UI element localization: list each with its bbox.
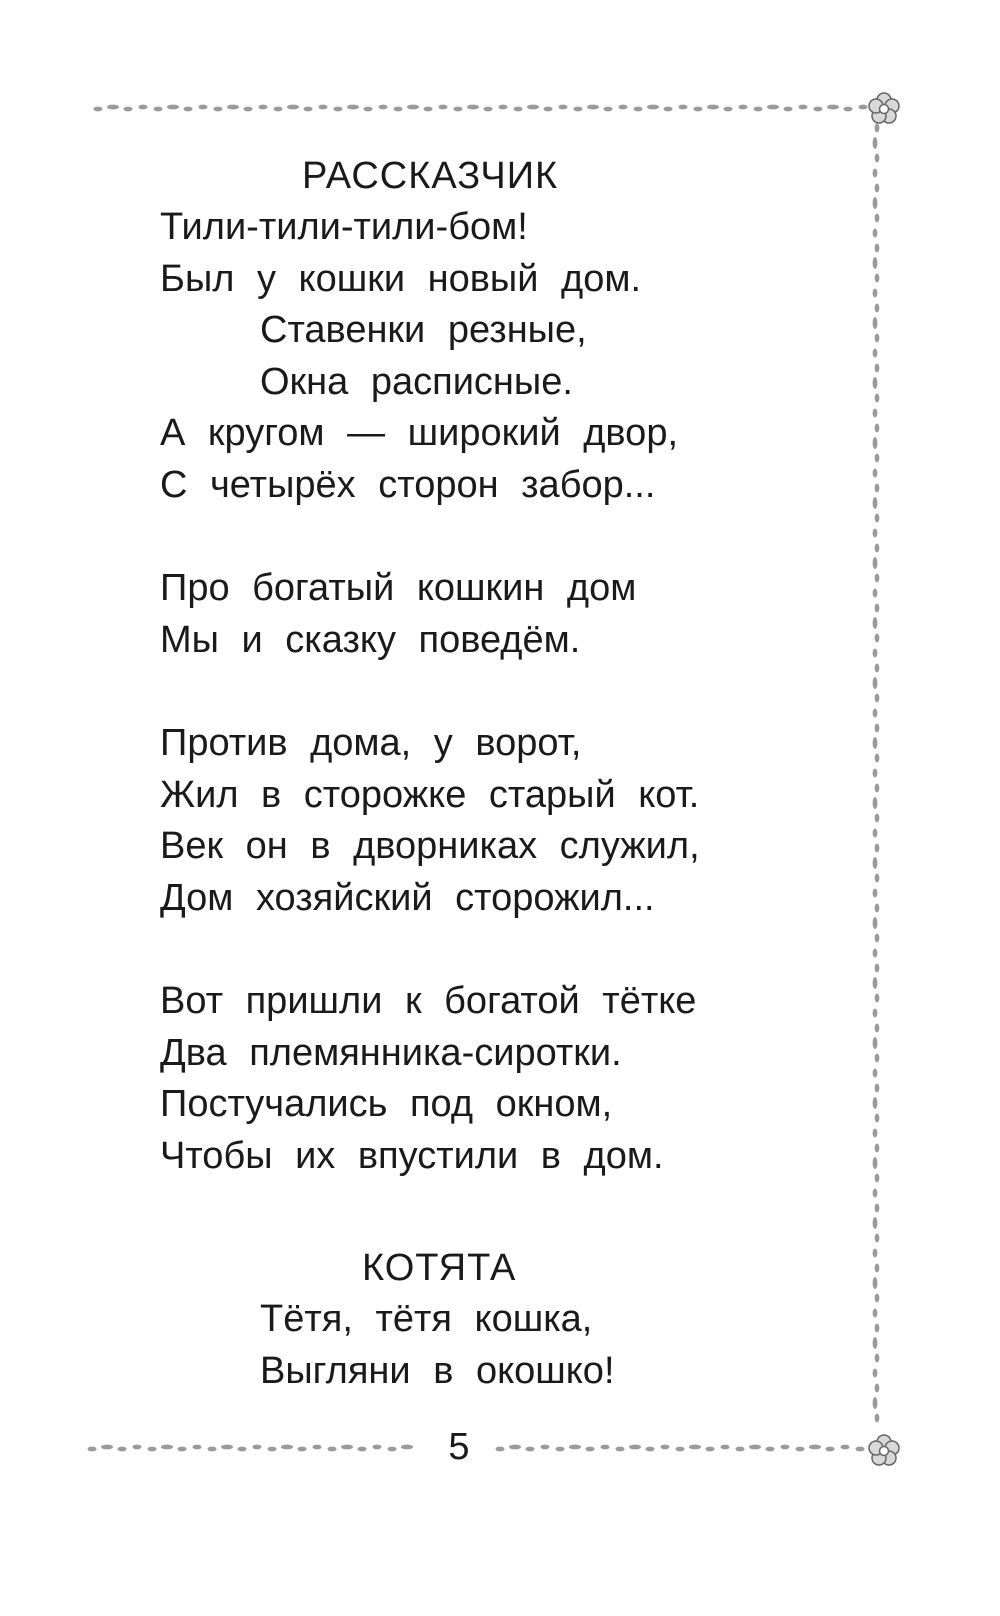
stanza — [160, 976, 860, 1182]
verse-line: Против дома, у ворот, — [160, 722, 582, 764]
verse-line: Век он в дворниках служил, — [160, 825, 700, 867]
poem-text — [160, 150, 860, 1449]
right-border — [873, 124, 880, 1423]
top-border — [94, 105, 868, 112]
verse-line: Ставенки резные, — [260, 309, 587, 351]
stanza — [160, 202, 860, 511]
flower-icon — [869, 93, 899, 123]
page-number: 5 — [448, 1426, 470, 1468]
verse-line: Тётя, тётя кошка, — [260, 1298, 593, 1340]
stanza — [160, 1294, 860, 1397]
stanza — [160, 718, 860, 924]
verse-line: Тили-тили-тили-бом! — [160, 206, 528, 248]
verse-line: Выгляни в окошко! — [260, 1349, 615, 1392]
verse-line: Постучались под окном, — [160, 1083, 613, 1125]
verse-line: А кругом — широкий двор, — [160, 412, 679, 454]
verse-line: Два племянника-сиротки. — [160, 1031, 622, 1074]
verse-line: Мы и сказку поведём. — [160, 618, 581, 661]
verse-line: Был у кошки новый дом. — [160, 257, 642, 300]
stanza — [160, 563, 860, 666]
speaker-kittens: КОТЯТА — [362, 1247, 517, 1289]
verse-line: Чтобы их впустили в дом. — [160, 1134, 664, 1177]
speaker-narrator: РАССКАЗЧИК — [302, 155, 559, 197]
verse-line: Дом хозяйский сторожил... — [160, 876, 655, 919]
verse-line: С четырёх сторон забор... — [160, 463, 656, 506]
verse-line: Жил в сторожке старый кот. — [160, 773, 700, 816]
verse-line: Окна расписные. — [260, 360, 573, 403]
verse-line: Вот пришли к богатой тётке — [160, 980, 697, 1022]
verse-line: Про богатый кошкин дом — [160, 567, 637, 609]
